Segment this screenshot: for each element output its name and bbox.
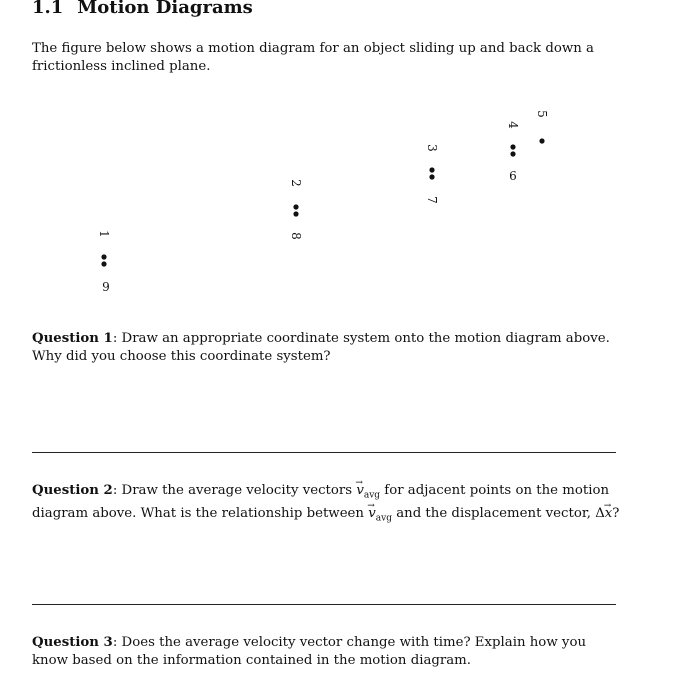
- dot-3: [429, 167, 434, 172]
- point-label-6: 6: [509, 169, 517, 183]
- question-2-text-b: for adjacent points on the motion diagram above. What is the relationship between: [32, 483, 610, 521]
- question-3-text: Does the average velocity vector change with time? Explain how you know based on the information contained in the motion diagram.: [32, 635, 587, 668]
- section-heading: Motion Diagrams: [77, 0, 253, 18]
- answer-line-2[interactable]: [32, 604, 616, 605]
- question-2: Question 2: Draw the average velocity vectors → $v_{avg}$ for adjacent points on the motion diagram above. What is the relationship between → $v_{avg}$ and the displacement vector, Δ→ x?: [32, 482, 620, 527]
- question-2-text-a: Draw the average velocity vectors: [121, 483, 353, 498]
- dot-9: [101, 261, 106, 266]
- question-2-end: ?: [612, 505, 620, 521]
- point-label-9: 9: [102, 280, 110, 294]
- answer-line-1[interactable]: [32, 452, 616, 453]
- v-avg-symbol-2: → v: [368, 506, 376, 521]
- question-2-label: Question 2: [32, 483, 113, 498]
- question-1-label: Question 1: [32, 331, 113, 346]
- dot-8: [293, 211, 298, 216]
- dot-1: [101, 254, 106, 259]
- motion-diagram: [0, 100, 688, 300]
- point-label-4: 4: [506, 121, 520, 129]
- question-2-text-c: and the displacement vector,: [396, 505, 591, 521]
- question-3: Question 3: Does the average velocity vector change with time? Explain how you know based on the information contained in the motion diagram.: [32, 635, 587, 668]
- delta-symbol: Δ: [595, 505, 605, 521]
- section-number: 1.1: [32, 0, 64, 18]
- question-1: Question 1: Draw an appropriate coordinate system onto the motion diagram above. Why did you choose this coordinate system?: [32, 331, 610, 364]
- section-title: [32, 0, 253, 18]
- dot-5: [539, 138, 544, 143]
- point-label-2: 2: [289, 179, 303, 187]
- question-1-text: Draw an appropriate coordinate system onto the motion diagram above. Why did you choose this coordinate system?: [32, 331, 610, 364]
- point-label-5: 5: [535, 110, 549, 118]
- dot-2: [293, 204, 298, 209]
- question-3-label: Question 3: [32, 635, 113, 650]
- dot-4: [510, 144, 515, 149]
- intro-paragraph: The figure below shows a motion diagram for an object sliding up and back down a frictionless inclined plane.: [32, 41, 594, 74]
- point-label-7: 7: [425, 196, 439, 204]
- dot-7: [429, 174, 434, 179]
- avg-subscript-2: avg: [375, 513, 392, 524]
- point-label-3: 3: [425, 144, 439, 152]
- point-label-8: 8: [289, 232, 303, 240]
- avg-subscript: avg: [363, 490, 381, 501]
- dot-6: [510, 151, 515, 156]
- x-vector-symbol: → x: [605, 506, 613, 521]
- v-avg-symbol: → v: [356, 483, 364, 498]
- point-label-1: 1: [97, 230, 111, 238]
